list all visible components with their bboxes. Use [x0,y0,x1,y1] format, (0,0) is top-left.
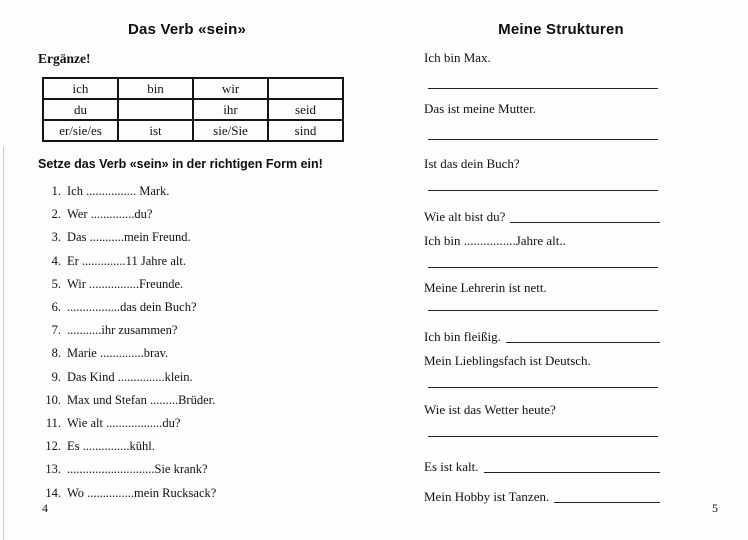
list-item [44,389,350,412]
table-cell: seid [268,99,343,120]
item-number: 1. [51,184,61,198]
structure-sentence-with-line [424,329,660,345]
table-cell: bin [118,78,193,99]
structure-sentence-with-line [424,459,660,475]
answer-line [428,310,658,311]
sentence-text: Es ist kalt. [424,459,479,474]
list-item [44,296,350,319]
answer-line [506,329,660,343]
list-item [44,342,350,365]
page-title: Meine Strukturen [498,21,624,38]
answer-line [428,436,658,437]
right-page [374,0,748,540]
page-number-left: 4 [42,501,48,515]
list-item [44,226,350,249]
item-number: 3. [51,230,61,245]
item-text: ...........ihr zusammen? [67,323,178,338]
item-number: 9. [51,369,61,384]
table-row [43,120,343,141]
item-text: Ich ................ Mark. [67,184,170,198]
answer-line [428,190,658,191]
item-number: 5. [51,276,61,291]
structure-sentence: Ich bin ................Jahre alt.. [424,233,566,248]
list-item [44,482,350,505]
answer-line [428,267,658,268]
sentence-text: Ich bin fleißig. [424,329,501,344]
sentence-text: Wie alt bist du? [424,209,506,224]
answer-line [428,139,658,140]
list-item [44,273,350,296]
structure-sentence-with-line [424,209,660,225]
item-number: 7. [51,323,61,338]
table-cell: ihr [193,99,268,120]
item-text: Das ...........mein Freund. [67,230,191,245]
exercise-list [38,180,350,505]
item-number: 2. [51,207,61,222]
structure-sentence: Ich bin Max. [424,50,491,65]
item-text: Wie alt ..................du? [67,416,181,431]
item-text: Wir ................Freunde. [67,276,184,291]
right-page-content [374,50,660,505]
answer-line [428,88,658,89]
list-item [44,366,350,389]
item-text: ............................Sie krank? [67,462,208,477]
list-item [44,180,350,203]
item-number: 8. [51,346,61,361]
table-cell: ist [118,120,193,141]
exercise-instruction: Setze das Verb «sein» in der richtigen Form ein! [38,157,323,171]
table-cell-blank [118,99,193,120]
item-number: 13. [45,462,61,477]
structure-sentence: Ist das dein Buch? [424,156,520,171]
list-item [44,435,350,458]
table-cell: sie/Sie [193,120,268,141]
answer-line [484,459,660,473]
table-cell: wir [193,78,268,99]
item-text: Er ..............11 Jahre alt. [67,253,186,268]
structure-sentence: Wie ist das Wetter heute? [424,402,556,417]
item-number: 10. [45,392,61,407]
list-item [44,412,350,435]
table-row [43,99,343,120]
item-text: .................das dein Buch? [67,300,197,315]
table-cell: du [43,99,118,120]
item-number: 14. [45,485,61,500]
answer-line [554,489,660,503]
table-cell: sind [268,120,343,141]
list-item [44,319,350,342]
item-text: Max und Stefan .........Brüder. [67,392,216,407]
item-number: 6. [51,300,61,315]
list-item [44,203,350,226]
item-text: Es ...............kühl. [67,439,155,454]
answer-line [428,387,658,388]
sentence-text: Mein Hobby ist Tanzen. [424,489,550,504]
left-page-content [0,51,350,505]
item-number: 11. [45,416,61,431]
table-cell: er/sie/es [43,120,118,141]
item-text: Wo ...............mein Rucksack? [67,485,217,500]
list-item [44,458,350,481]
structure-sentence: Meine Lehrerin ist nett. [424,280,547,295]
table-cell-blank [268,78,343,99]
list-item [44,250,350,273]
item-number: 12. [45,439,61,454]
item-number: 4. [51,253,61,268]
table-cell: ich [43,78,118,99]
structure-sentence: Mein Lieblingsfach ist Deutsch. [424,353,591,368]
structure-sentence-with-line [424,489,660,505]
page-number-right: 5 [712,501,718,515]
table-row [43,78,343,99]
item-text: Das Kind ...............klein. [67,369,193,384]
sein-conjugation-table [42,77,344,142]
item-text: Marie ..............brav. [67,346,169,361]
answer-line [510,209,660,223]
fill-in-label: Ergänze! [38,51,91,66]
page-title: Das Verb «sein» [127,21,247,38]
item-text: Wer ..............du? [67,207,153,222]
structure-sentence: Das ist meine Mutter. [424,101,536,116]
scan-edge-artifact [3,147,4,540]
